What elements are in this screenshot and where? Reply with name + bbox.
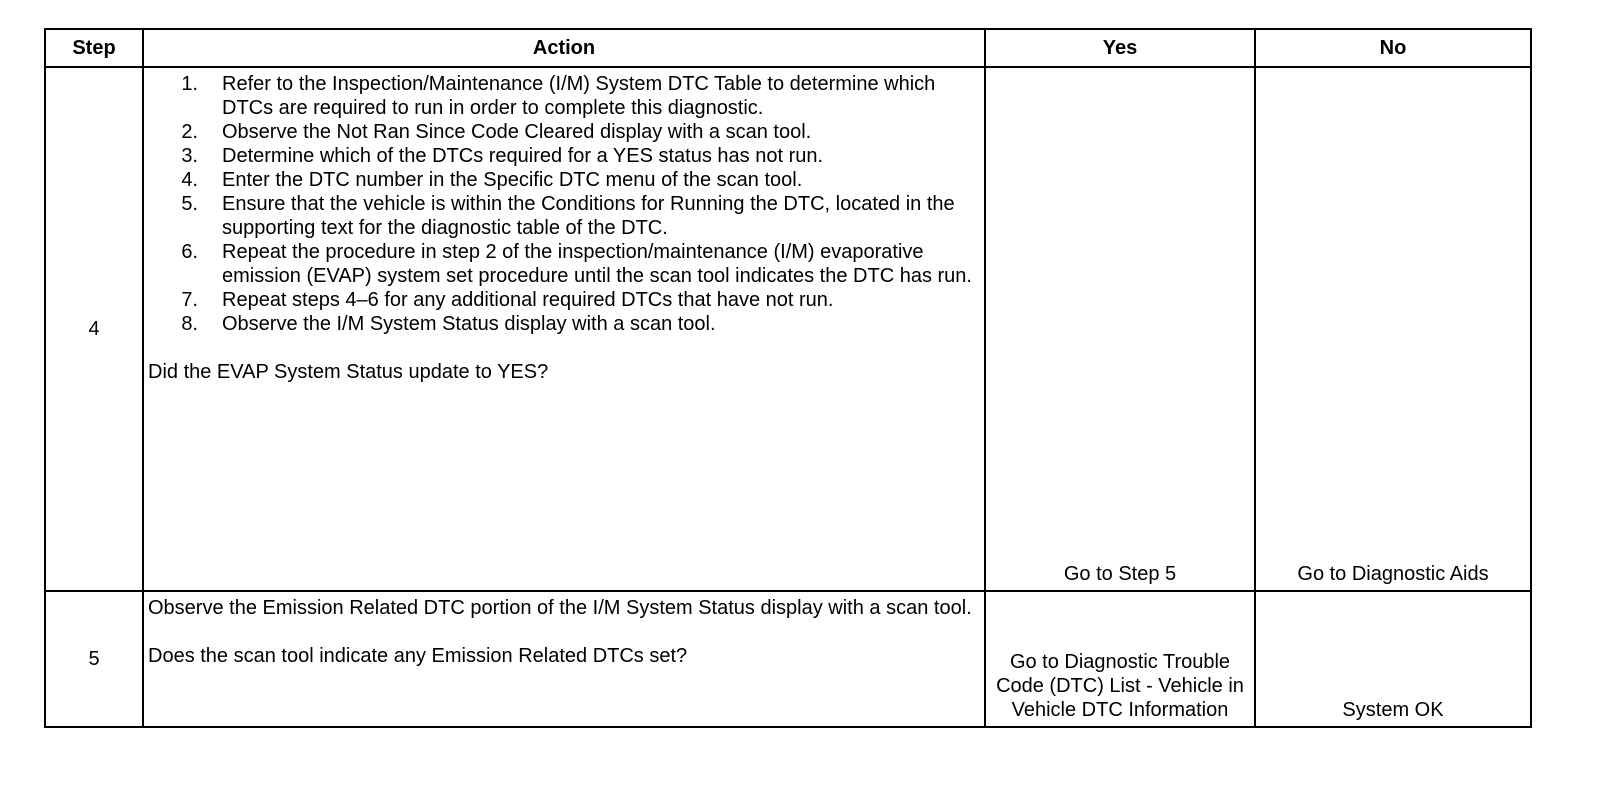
action-instruction: Observe the Emission Related DTC portion of the I/M System Status display with a scan tool. <box>148 597 972 619</box>
list-item: 3. Determine which of the DTCs required for a YES status has not run. <box>181 145 824 167</box>
list-item: 7. Repeat steps 4–6 for any additional required DTCs that have not run. <box>181 289 834 311</box>
list-item: 5. Ensure that the vehicle is within the Conditions for Running the DTC, located in the supporting text for the diagnostic table of the DTC. <box>181 193 955 239</box>
list-item: 8. Observe the I/M System Status display with a scan tool. <box>181 313 716 335</box>
yes-result: Go to Diagnostic Trouble Code (DTC) List - Vehicle in Vehicle DTC Information <box>985 591 1255 727</box>
action-steps-list <box>148 72 978 336</box>
yes-result: Go to Step 5 <box>985 67 1255 591</box>
table-row-step-5 <box>45 591 1531 727</box>
action-cell <box>143 591 985 727</box>
no-result: Go to Diagnostic Aids <box>1255 67 1531 591</box>
header-no: No <box>1255 29 1531 67</box>
no-result: System OK <box>1255 591 1531 727</box>
header-row <box>45 29 1531 67</box>
header-yes: Yes <box>985 29 1255 67</box>
step-question: Did the EVAP System Status update to YES? <box>148 361 549 383</box>
header-action: Action <box>143 29 985 67</box>
step-number: 4 <box>45 67 143 591</box>
step-number: 5 <box>45 591 143 727</box>
step-question: Does the scan tool indicate any Emission Related DTCs set? <box>148 645 688 667</box>
table-row-step-4 <box>45 67 1531 591</box>
list-item: 2. Observe the Not Ran Since Code Cleared display with a scan tool. <box>181 121 812 143</box>
list-item: 6. Repeat the procedure in step 2 of the inspection/maintenance (I/M) evaporative emission (EVAP) system set procedure until the scan tool indicates the DTC has run. <box>181 241 972 287</box>
action-cell <box>143 67 985 591</box>
header-step: Step <box>45 29 143 67</box>
diagnostic-table <box>44 28 1532 728</box>
list-item: 1. Refer to the Inspection/Maintenance (I/M) System DTC Table to determine which DTCs are required to run in order to complete this diagnostic. <box>181 73 936 119</box>
list-item: 4. Enter the DTC number in the Specific DTC menu of the scan tool. <box>181 169 803 191</box>
